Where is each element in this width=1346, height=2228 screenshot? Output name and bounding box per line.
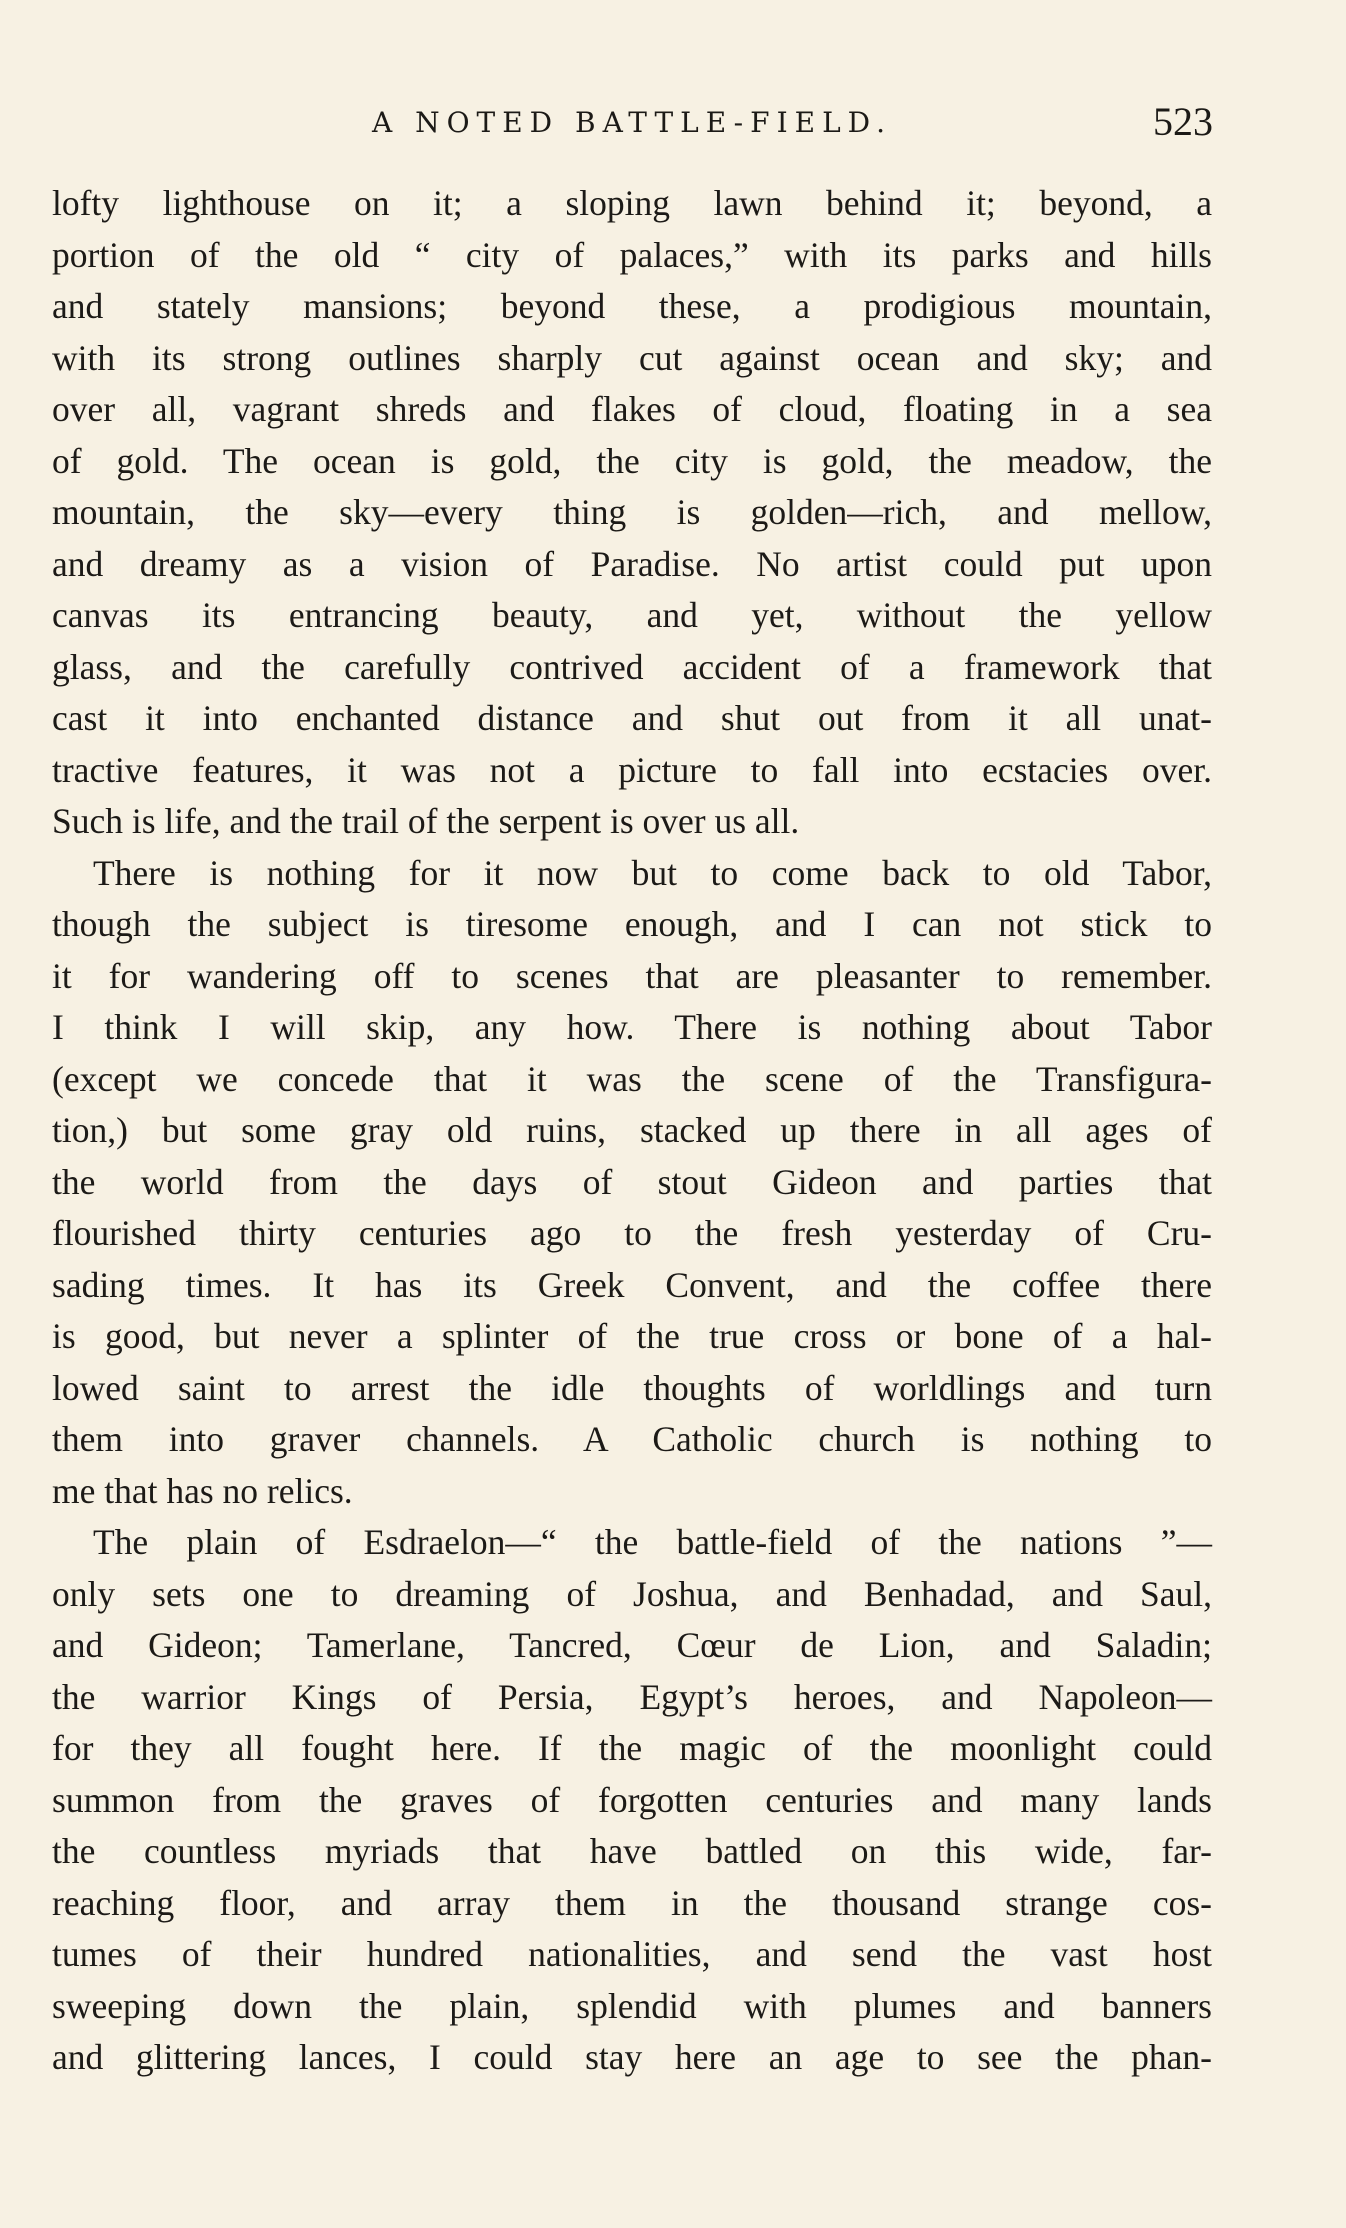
page-number: 523 bbox=[1153, 99, 1213, 144]
text-line: of gold. The ocean is gold, the city is gold, the meadow, the bbox=[52, 440, 1212, 481]
text-line: and glittering lances, I could stay here an age to see the phan- bbox=[52, 2037, 1212, 2077]
text-line: tion,) but some gray old ruins, stacked up there in all ages of bbox=[52, 1110, 1212, 1150]
text-line: tumes of their hundred nationalities, and send the vast host bbox=[52, 1934, 1212, 1974]
text-line: tractive features, it was not a picture to fall into ecstacies over. bbox=[52, 749, 1212, 790]
text-line: the world from the days of stout Gideon and parties that bbox=[52, 1161, 1212, 1202]
text-line: lofty lighthouse on it; a sloping lawn behind it; beyond, a bbox=[52, 183, 1212, 223]
text-line: glass, and the carefully contrived accident of a framework that bbox=[52, 646, 1212, 687]
text-line: sading times. It has its Greek Convent, and the coffee there bbox=[52, 1264, 1212, 1305]
text-line: flourished thirty centuries ago to the fresh yesterday of Cru- bbox=[52, 1213, 1212, 1253]
body-text bbox=[52, 178, 1212, 2084]
text-line: over all, vagrant shreds and flakes of cloud, floating in a sea bbox=[52, 389, 1212, 429]
text-line: though the subject is tiresome enough, and I can not stick to bbox=[52, 904, 1212, 944]
text-line: me that has no relics. bbox=[52, 1470, 353, 1511]
text-line: the countless myriads that have battled on this wide, far- bbox=[52, 1831, 1212, 1871]
text-line: only sets one to dreaming of Joshua, and Benhadad, and Saul, bbox=[52, 1573, 1212, 1614]
text-line: and dreamy as a vision of Paradise. No artist could put upon bbox=[52, 543, 1212, 584]
text-line: and Gideon; Tamerlane, Tancred, Cœur de Lion, and Saladin; bbox=[52, 1625, 1212, 1665]
text-line: is good, but never a splinter of the true cross or bone of a hal- bbox=[52, 1316, 1212, 1356]
text-line: lowed saint to arrest the idle thoughts of worldlings and turn bbox=[52, 1367, 1212, 1408]
text-line: sweeping down the plain, splendid with plumes and banners bbox=[52, 1985, 1212, 2026]
text-line: reaching floor, and array them in the thousand strange cos- bbox=[52, 1882, 1212, 1923]
text-line: mountain, the sky—every thing is golden—rich, and mellow, bbox=[52, 492, 1212, 532]
text-line: them into graver channels. A Catholic church is nothing to bbox=[52, 1419, 1212, 1459]
text-line: and stately mansions; beyond these, a prodigious mountain, bbox=[52, 286, 1212, 326]
text-line: it for wandering off to scenes that are pleasanter to remember. bbox=[52, 955, 1212, 996]
text-line: summon from the graves of forgotten centuries and many lands bbox=[52, 1779, 1212, 1820]
text-line: (except we concede that it was the scene of the Transfigura- bbox=[52, 1058, 1212, 1099]
text-line: canvas its entrancing beauty, and yet, without the yellow bbox=[52, 595, 1212, 635]
text-line: cast it into enchanted distance and shut out from it all unat- bbox=[52, 698, 1212, 738]
page-header bbox=[52, 98, 1212, 158]
text-line: I think I will skip, any how. There is nothing about Tabor bbox=[52, 1007, 1212, 1047]
running-title: A NOTED BATTLE-FIELD. bbox=[371, 106, 893, 139]
text-line: with its strong outlines sharply cut against ocean and sky; and bbox=[52, 337, 1212, 378]
text-line: Such is life, and the trail of the serpent is over us all. bbox=[52, 801, 800, 841]
text-line: the warrior Kings of Persia, Egypt’s heroes, and Napoleon— bbox=[52, 1676, 1212, 1717]
paragraph-first-line: There is nothing for it now but to come back to old Tabor, bbox=[93, 852, 1212, 893]
text-line: for they all fought here. If the magic of the moonlight could bbox=[52, 1728, 1212, 1768]
text-line: portion of the old “ city of palaces,” with its parks and hills bbox=[52, 234, 1212, 275]
paragraph-first-line: The plain of Esdraelon—“ the battle-field of the nations ”— bbox=[93, 1522, 1212, 1562]
